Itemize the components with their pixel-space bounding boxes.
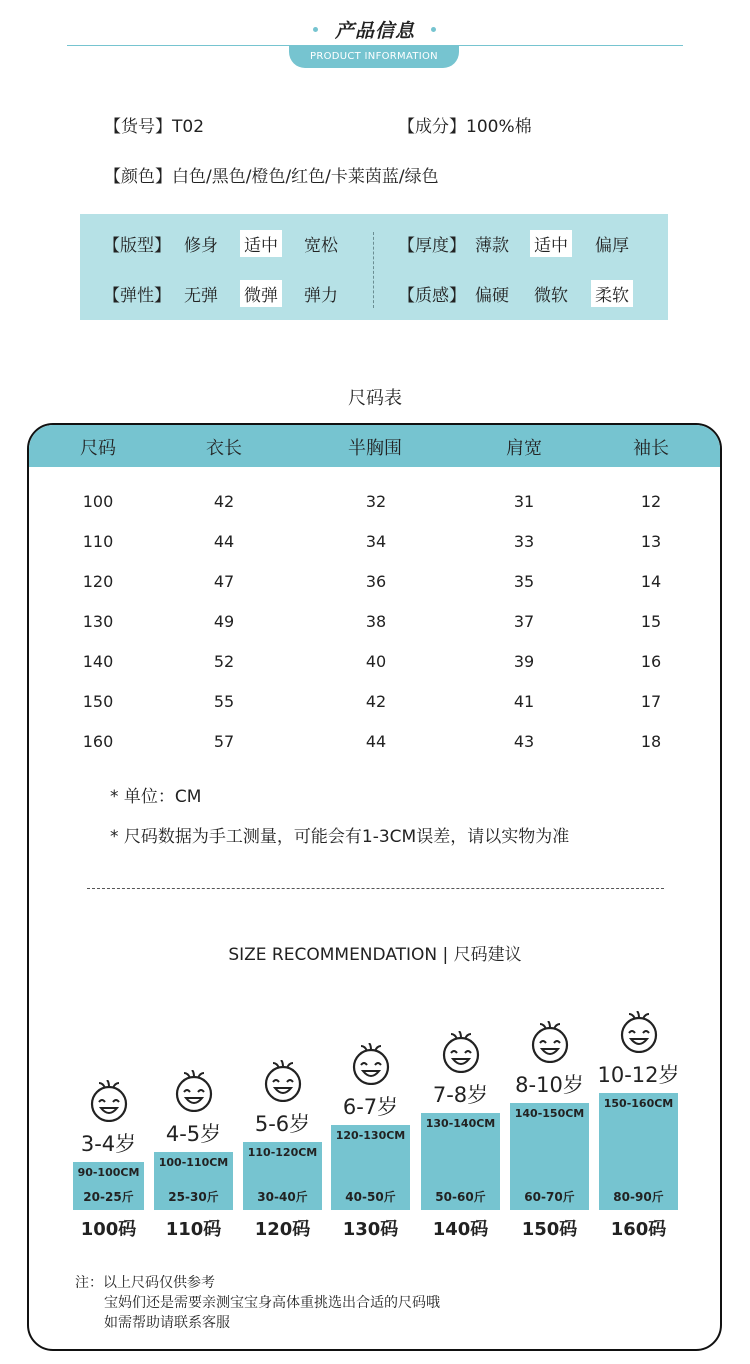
cell-size: 110 <box>82 532 114 551</box>
bar-weight-range: 60-70斤 <box>524 1190 575 1204</box>
bar-height-range: 110-120CM <box>247 1146 318 1159</box>
bar-weight-range: 30-40斤 <box>257 1190 308 1204</box>
col-header-shoulder: 肩宽 <box>506 438 542 459</box>
cell-shoulder: 39 <box>513 652 535 671</box>
age-label: 3-4岁 <box>80 1132 137 1156</box>
age-label: 4-5岁 <box>165 1122 222 1146</box>
footer-note-3: 如需帮助请联系客服 <box>104 1315 230 1331</box>
cell-sleeve: 14 <box>640 572 662 591</box>
cell-half-chest: 34 <box>365 532 387 551</box>
material-label: 【成分】 <box>398 117 466 137</box>
size-label: 140码 <box>432 1219 489 1240</box>
elasticity-option-none: 无弹 <box>184 286 218 306</box>
cell-shoulder: 37 <box>513 612 535 631</box>
baby-face-icon <box>85 1080 133 1126</box>
cell-sleeve: 18 <box>640 732 662 751</box>
cell-size: 130 <box>82 612 114 631</box>
elasticity-label: 【弹性】 <box>103 286 171 306</box>
size-label: 150码 <box>521 1219 578 1240</box>
material-value: 100%棉 <box>466 117 532 137</box>
baby-face-icon <box>615 1011 663 1057</box>
cell-half-chest: 44 <box>365 732 387 751</box>
cell-length: 52 <box>213 652 235 671</box>
cell-half-chest: 38 <box>365 612 387 631</box>
thickness-label: 【厚度】 <box>398 236 466 256</box>
note-unit: * 单位：CM <box>110 787 202 807</box>
section-subtitle: PRODUCT INFORMATION <box>289 46 459 68</box>
footer-note-1: 注：以上尺码仅供参考 <box>75 1275 215 1291</box>
cell-size: 100 <box>82 492 114 511</box>
note-error: * 尺码数据为手工测量，可能会有1-3CM误差，请以实物为准 <box>110 827 570 847</box>
baby-face-icon <box>259 1060 307 1106</box>
cell-size: 160 <box>82 732 114 751</box>
bar-weight-range: 80-90斤 <box>613 1190 664 1204</box>
colors <box>104 162 439 187</box>
bar-weight-range: 20-25斤 <box>83 1190 134 1204</box>
texture-option-slightly-soft: 微软 <box>534 286 568 306</box>
cell-sleeve: 16 <box>640 652 662 671</box>
age-label: 6-7岁 <box>342 1095 399 1119</box>
size-label: 120码 <box>254 1219 311 1240</box>
thickness-option-medium-selected: 适中 <box>530 230 572 257</box>
cell-sleeve: 17 <box>640 692 662 711</box>
item-number-label: 【货号】 <box>104 117 172 137</box>
bar-weight-range: 40-50斤 <box>345 1190 396 1204</box>
material <box>398 112 532 137</box>
col-header-size: 尺码 <box>80 438 116 459</box>
cell-shoulder: 35 <box>513 572 535 591</box>
cell-shoulder: 31 <box>513 492 535 511</box>
cell-half-chest: 32 <box>365 492 387 511</box>
texture-option-hard: 偏硬 <box>475 286 509 306</box>
baby-face-icon <box>347 1043 395 1089</box>
cell-sleeve: 13 <box>640 532 662 551</box>
attribute-divider <box>373 232 374 308</box>
cell-size: 140 <box>82 652 114 671</box>
age-label: 5-6岁 <box>254 1112 311 1136</box>
size-table-panel <box>27 423 722 1351</box>
cell-length: 47 <box>213 572 235 591</box>
bar-height-range: 150-160CM <box>603 1097 674 1110</box>
cell-shoulder: 43 <box>513 732 535 751</box>
cell-shoulder: 33 <box>513 532 535 551</box>
thickness-option-thin: 薄款 <box>475 236 509 256</box>
item-number-value: T02 <box>172 117 205 137</box>
title-dot-right <box>431 27 436 32</box>
cell-half-chest: 40 <box>365 652 387 671</box>
cell-half-chest: 36 <box>365 572 387 591</box>
col-header-half-chest: 半胸围 <box>348 438 402 459</box>
bar-height-range: 90-100CM <box>77 1166 140 1179</box>
cell-length: 44 <box>213 532 235 551</box>
age-label: 10-12岁 <box>597 1063 680 1087</box>
cell-length: 55 <box>213 692 235 711</box>
cell-sleeve: 12 <box>640 492 662 511</box>
section-title: 产品信息 <box>334 20 415 42</box>
cell-half-chest: 42 <box>365 692 387 711</box>
bar-height-range: 140-150CM <box>514 1107 585 1120</box>
size-table-title: 尺码表 <box>348 388 402 409</box>
cell-size: 120 <box>82 572 114 591</box>
thickness-option-thick: 偏厚 <box>595 236 629 256</box>
bar-weight-range: 25-30斤 <box>168 1190 219 1204</box>
cell-size: 150 <box>82 692 114 711</box>
texture-option-soft-selected: 柔软 <box>591 280 633 307</box>
elasticity-option-slight-selected: 微弹 <box>240 280 282 307</box>
bar-height-range: 100-110CM <box>158 1156 229 1169</box>
col-header-sleeve: 袖长 <box>633 438 669 459</box>
age-label: 7-8岁 <box>432 1083 489 1107</box>
col-header-length: 衣长 <box>206 438 242 459</box>
footer-note-2: 宝妈们还是需要亲测宝宝身高体重挑选出合适的尺码哦 <box>104 1295 440 1311</box>
size-label: 130码 <box>342 1219 399 1240</box>
cell-length: 57 <box>213 732 235 751</box>
baby-face-icon <box>526 1021 574 1067</box>
size-label: 110码 <box>165 1219 222 1240</box>
section-divider <box>87 888 664 889</box>
size-label: 100码 <box>80 1219 137 1240</box>
cell-sleeve: 15 <box>640 612 662 631</box>
elasticity-option-stretch: 弹力 <box>304 286 338 306</box>
fit-option-slim: 修身 <box>184 236 218 256</box>
baby-face-icon <box>437 1031 485 1077</box>
age-label: 8-10岁 <box>515 1073 584 1097</box>
title-dot-left <box>313 27 318 32</box>
cell-length: 49 <box>213 612 235 631</box>
size-label: 160码 <box>610 1219 667 1240</box>
bar-height-range: 130-140CM <box>425 1117 496 1130</box>
baby-face-icon <box>170 1070 218 1116</box>
fit-option-loose: 宽松 <box>304 236 338 256</box>
fit-label: 【版型】 <box>103 236 171 256</box>
bar-weight-range: 50-60斤 <box>435 1190 486 1204</box>
fit-option-regular-selected: 适中 <box>240 230 282 257</box>
item-number <box>104 112 204 137</box>
cell-shoulder: 41 <box>513 692 535 711</box>
cell-length: 42 <box>213 492 235 511</box>
recommendation-title: SIZE RECOMMENDATION | 尺码建议 <box>228 945 522 965</box>
bar-height-range: 120-130CM <box>335 1129 406 1142</box>
texture-label: 【质感】 <box>398 286 466 306</box>
colors-label: 【颜色】 <box>104 167 172 187</box>
colors-value: 白色/黑色/橙色/红色/卡莱茵蓝/绿色 <box>172 167 439 187</box>
